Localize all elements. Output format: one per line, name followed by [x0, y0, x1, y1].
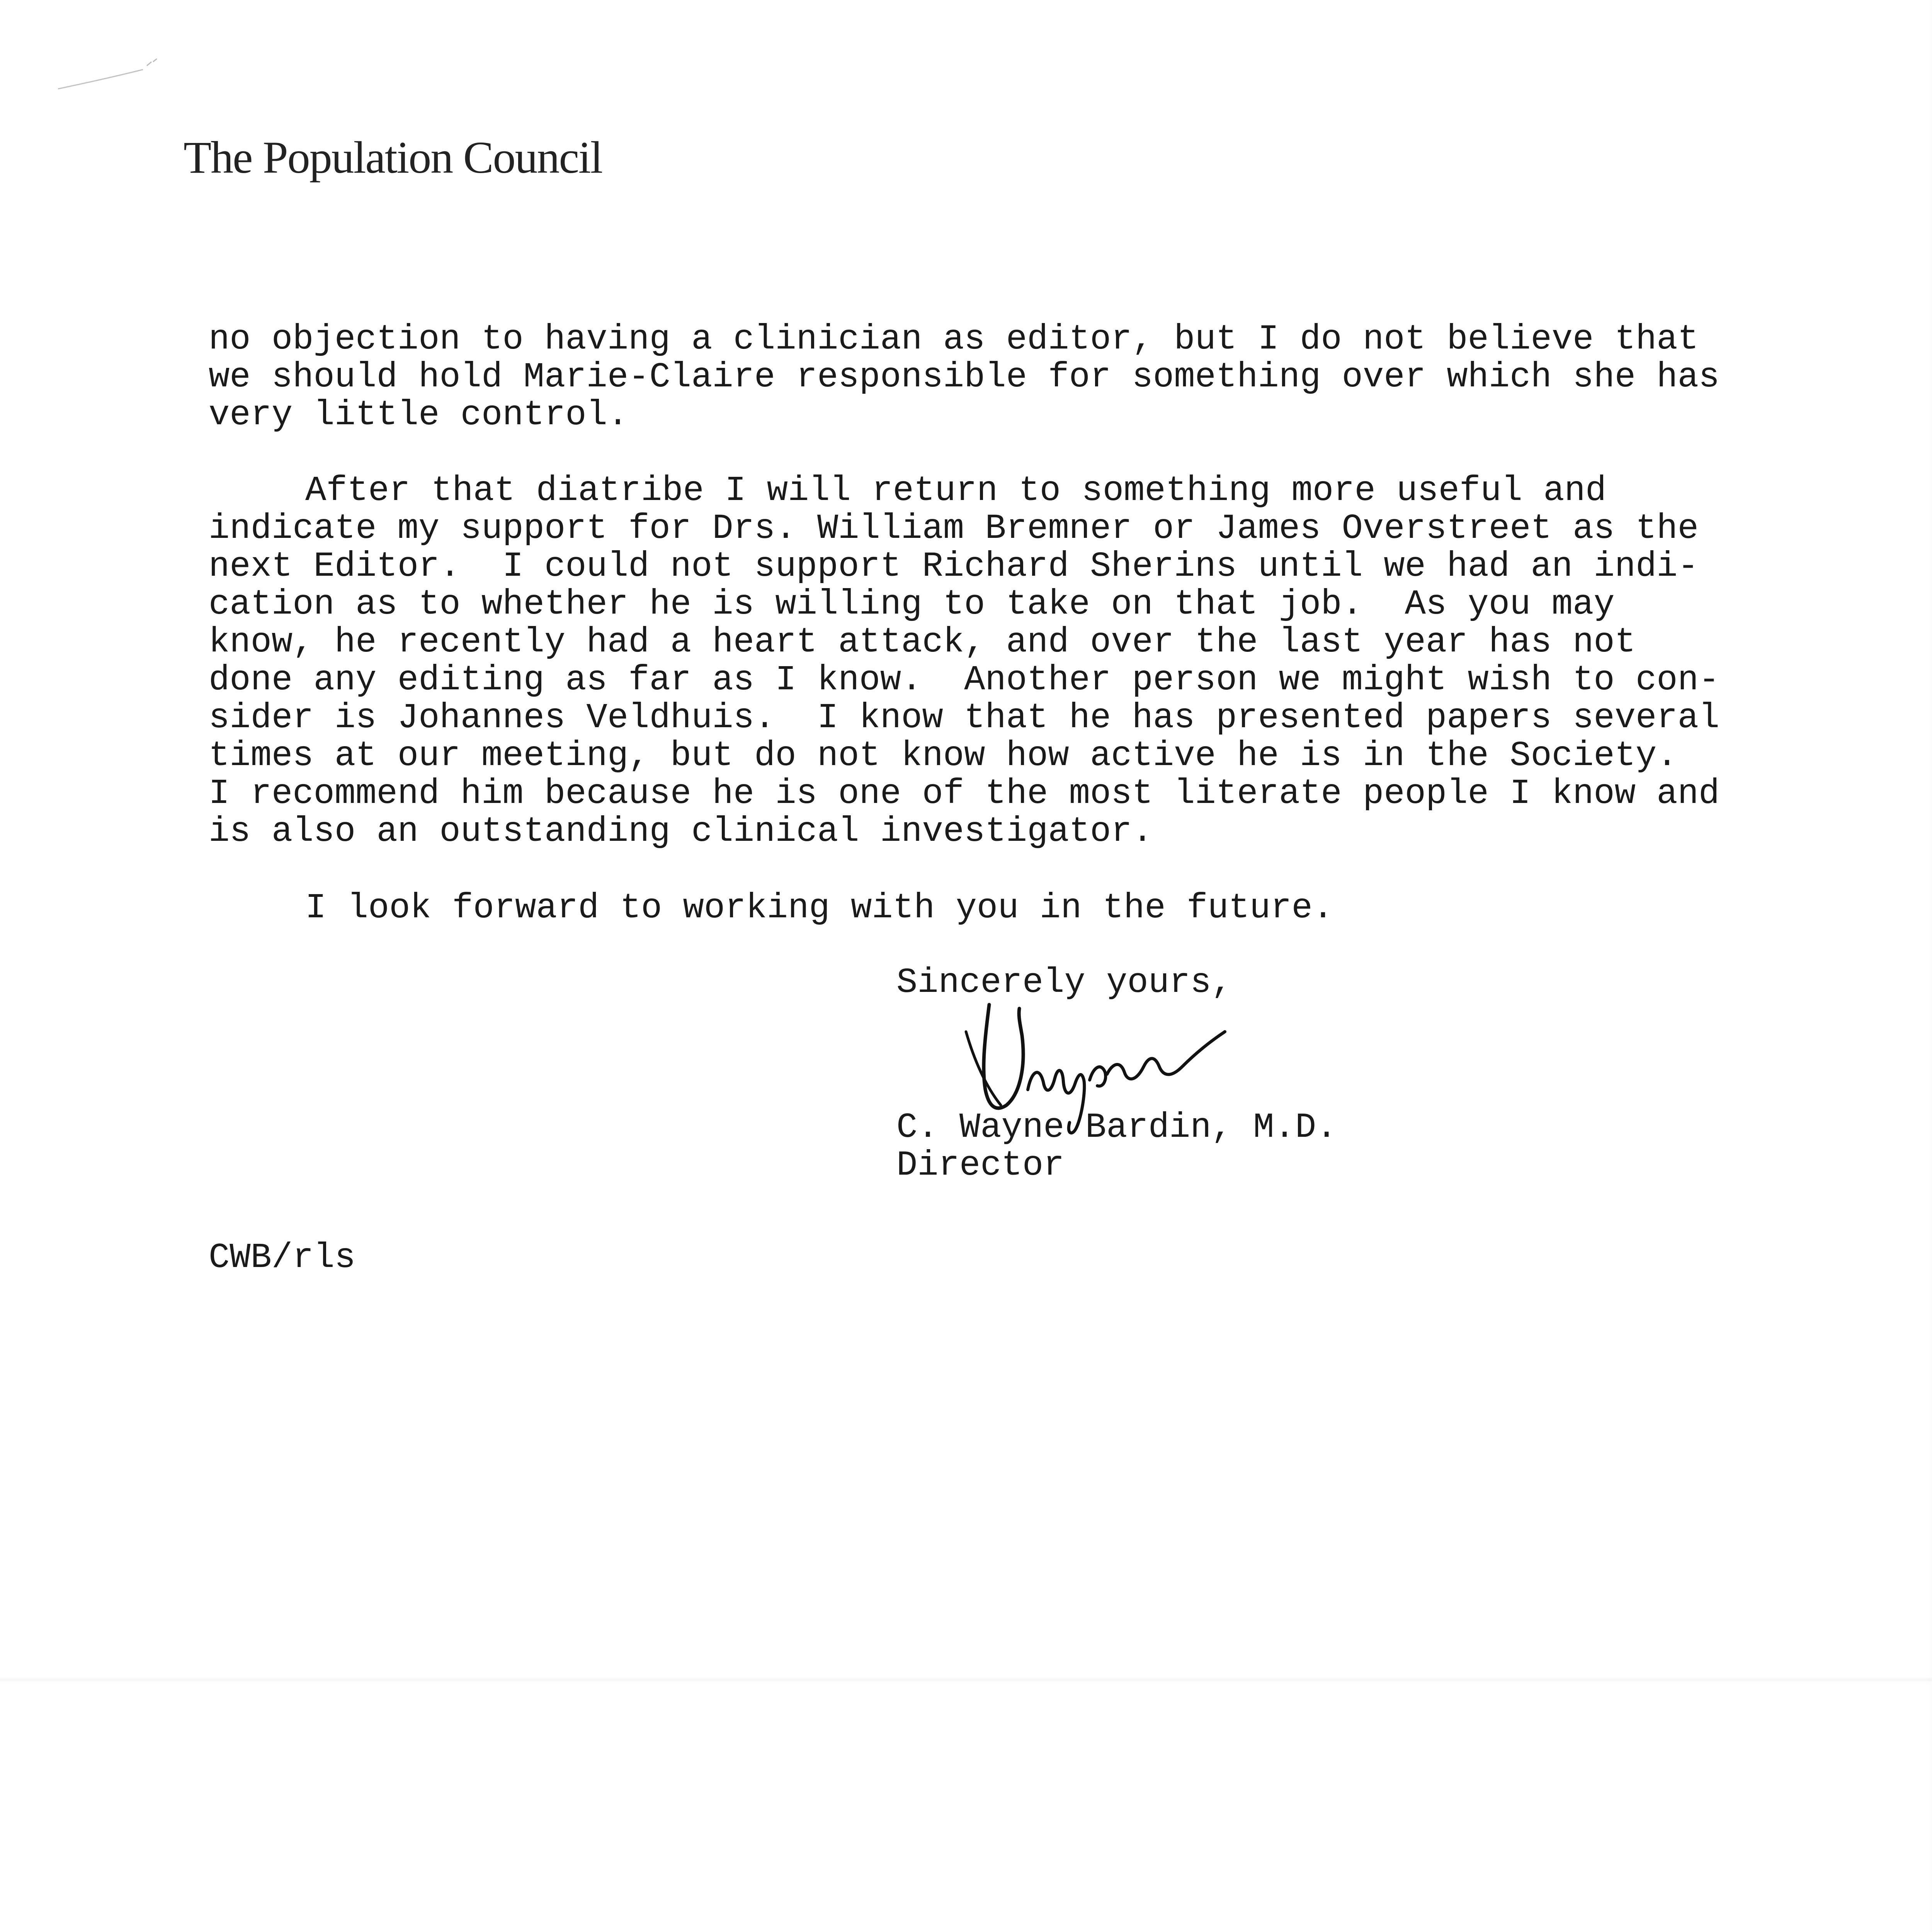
paragraph-line: I look forward to working with you in the future.	[305, 889, 1334, 928]
paragraph-line: times at our meeting, but do not know how active he is in the Society.	[209, 736, 1678, 776]
signer-name: C. Wayne Bardin, M.D.	[896, 1108, 1337, 1148]
reference-initials: CWB/rls	[209, 1238, 356, 1278]
paragraph-line: cation as to whether he is willing to take on that job. As you may	[209, 585, 1615, 624]
paragraph-line: I recommend him because he is one of the most literate people I know and	[209, 774, 1720, 814]
paragraph-line: After that diatribe I will return to something more useful and	[305, 471, 1607, 511]
paragraph-line: indicate my support for Drs. William Bremner or James Overstreet as the	[209, 509, 1699, 549]
paragraph-line: know, he recently had a heart attack, and over the last year has not	[209, 623, 1636, 662]
paragraph-line: done any editing as far as I know. Another person we might wish to con-	[209, 661, 1720, 700]
closing-salutation: Sincerely yours,	[896, 963, 1232, 1003]
paragraph-line: we should hold Marie-Claire responsible for something over which she has	[209, 358, 1720, 397]
paragraph-1	[209, 320, 1720, 435]
paper-fold	[0, 1677, 1932, 1682]
letterhead-org-name: The Population Council	[184, 132, 602, 183]
paragraph-line: very little control.	[209, 396, 629, 435]
paragraph-3	[209, 889, 1619, 927]
paragraph-line: no objection to having a clinician as editor, but I do not believe that	[209, 320, 1699, 359]
signer-title: Director	[896, 1146, 1065, 1185]
paragraph-line: next Editor. I could not support Richard Sherins until we had an indi-	[209, 547, 1699, 587]
paper-smudge-mark	[54, 46, 178, 100]
paragraph-2	[209, 471, 1720, 852]
page-edge-shadow	[1924, 0, 1932, 1932]
paragraph-line: is also an outstanding clinical investigator.	[209, 812, 1153, 852]
paragraph-line: sider is Johannes Veldhuis. I know that he has presented papers several	[209, 699, 1720, 738]
